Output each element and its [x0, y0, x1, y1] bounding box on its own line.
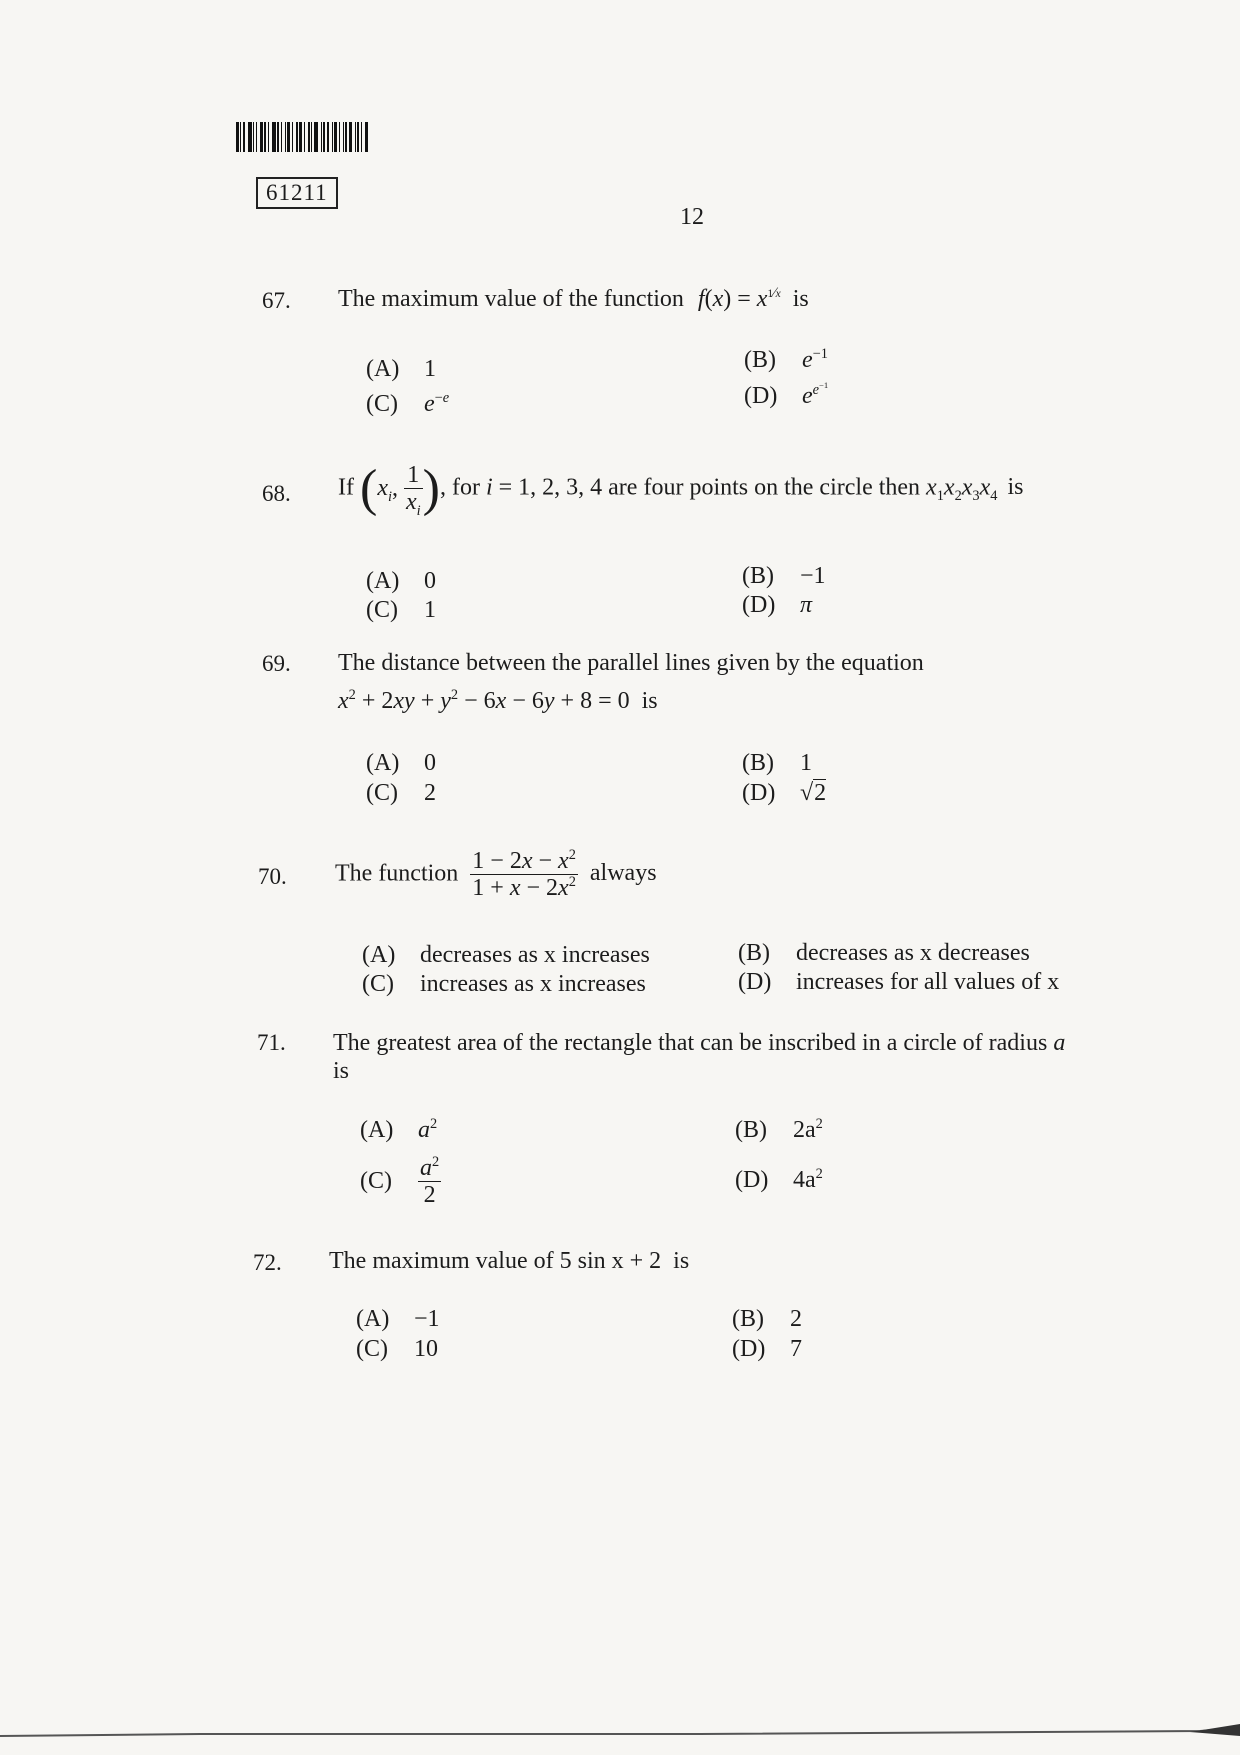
option-a[interactable]: (A) 0: [366, 750, 436, 776]
option-c[interactable]: (C) 1: [366, 597, 436, 623]
question-text-line2: is: [333, 1058, 350, 1084]
question-text: The distance between the parallel lines given by the equation: [338, 650, 924, 676]
barcode-bar: [314, 122, 318, 152]
barcode-bar: [355, 122, 356, 152]
barcode-bar: [339, 122, 340, 152]
barcode-bar: [256, 122, 257, 152]
barcode-bar: [323, 122, 325, 152]
question-number: 72.: [253, 1250, 282, 1275]
option-d[interactable]: (D) 7: [732, 1336, 802, 1362]
barcode-bar: [253, 122, 254, 152]
option-b[interactable]: (B) 2: [732, 1306, 802, 1332]
question-text: The greatest area of the rectangle that can be inscribed in a circle of radius a: [333, 1030, 1066, 1056]
question-number: 69.: [262, 651, 291, 676]
option-c[interactable]: (C) $e^{-e}$: [366, 390, 450, 417]
barcode-bar: [248, 122, 252, 152]
question-number: 67.: [262, 288, 291, 313]
barcode-bar: [321, 122, 322, 152]
option-c[interactable]: (C) $\frac{a^2}{2}$: [360, 1154, 440, 1209]
option-d[interactable]: (D) $4a^2$: [735, 1166, 823, 1193]
barcode-bar: [287, 122, 290, 152]
barcode-bar: [332, 122, 333, 152]
option-d[interactable]: (D) increases for all values of x: [738, 969, 1060, 995]
barcode-bar: [240, 122, 241, 152]
barcode: [236, 122, 398, 152]
barcode-bar: [292, 122, 293, 152]
barcode-bar: [299, 122, 302, 152]
option-b[interactable]: (B) $e^{-1}$: [744, 346, 828, 373]
option-c[interactable]: (C) increases as x increases: [362, 971, 646, 997]
question-equation: $x^2 + 2xy + y^2 - 6x - 6y + 8 = 0$ is: [338, 687, 658, 714]
option-b[interactable]: (B) decreases as x decreases: [738, 940, 1030, 966]
barcode-bar: [236, 122, 239, 152]
barcode-bar: [304, 122, 305, 152]
barcode-bar: [260, 122, 263, 152]
option-c[interactable]: (C) 2: [366, 780, 436, 806]
option-a[interactable]: (A) $a^2$: [360, 1116, 438, 1143]
barcode-bar: [268, 122, 269, 152]
question-text: If ($x_i$, $\frac{1}{x_i}$ ), for i = 1, 2, 3, 4 are four points on the circle then $x_1x_2x_3x_4$ is: [338, 459, 1024, 520]
paper-code: 61211: [256, 177, 338, 209]
option-a[interactable]: (A) 0: [366, 568, 436, 594]
option-a[interactable]: (A) −1: [356, 1306, 440, 1332]
barcode-bar: [334, 122, 337, 152]
option-d[interactable]: (D) $e^{e^{-1}}$: [744, 380, 829, 409]
option-a[interactable]: (A) 1: [366, 356, 436, 382]
barcode-bar: [296, 122, 298, 152]
page-number: 12: [680, 204, 704, 230]
barcode-bar: [311, 122, 312, 152]
barcode-bar: [272, 122, 276, 152]
barcode-bar: [343, 122, 344, 152]
option-b[interactable]: (B) −1: [742, 563, 826, 589]
question-number: 70.: [258, 864, 287, 889]
option-b[interactable]: (B) $2a^2$: [735, 1116, 823, 1143]
barcode-bar: [285, 122, 286, 152]
question-text: The maximum value of 5 sin x + 2 is: [329, 1248, 690, 1274]
question-text: The maximum value of the function $f(x) = x^{1⁄x}$ is: [338, 285, 809, 312]
barcode-bar: [264, 122, 266, 152]
option-a[interactable]: (A) decreases as x increases: [362, 942, 650, 968]
barcode-bar: [365, 122, 368, 152]
option-c[interactable]: (C) 10: [356, 1336, 438, 1362]
barcode-bar: [327, 122, 329, 152]
barcode-bar: [308, 122, 310, 152]
question-text: The function $\frac{1 - 2x - x^2}{1 + x - 2x^2}$ always: [335, 847, 657, 902]
question-number: 71.: [257, 1030, 286, 1055]
barcode-bar: [361, 122, 362, 152]
barcode-bar: [277, 122, 279, 152]
option-b[interactable]: (B) 1: [742, 750, 812, 776]
scan-edge-line: [0, 1722, 1240, 1742]
option-d[interactable]: (D) π: [742, 592, 813, 618]
barcode-bar: [345, 122, 347, 152]
barcode-bar: [349, 122, 352, 152]
barcode-bar: [243, 122, 245, 152]
question-number: 68.: [262, 481, 291, 506]
option-d[interactable]: (D) √2: [742, 780, 827, 806]
barcode-bar: [357, 122, 359, 152]
barcode-bar: [281, 122, 282, 152]
